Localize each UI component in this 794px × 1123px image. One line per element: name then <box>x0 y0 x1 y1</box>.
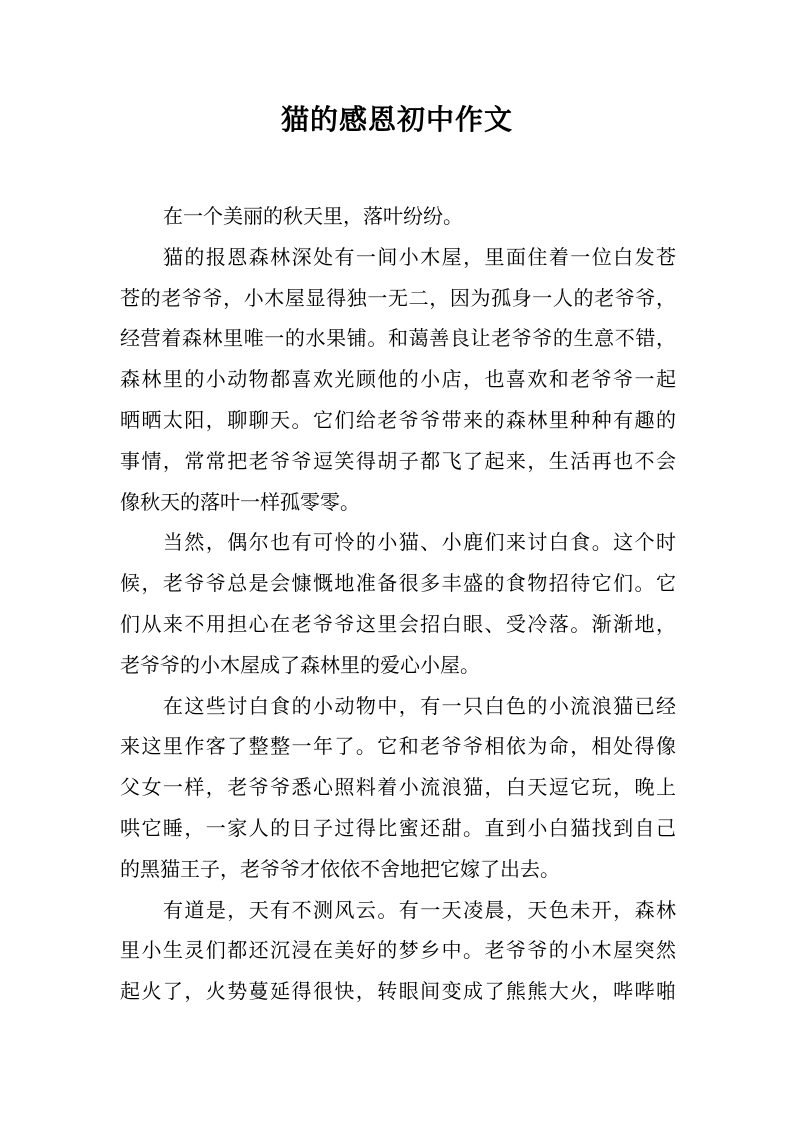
paragraph-4-line-2: 来这里作客了整整一年了。它和老爷爷相依为命，相处得像 <box>120 734 676 759</box>
paragraph-1-line-1: 在一个美丽的秋天里，落叶纷纷。 <box>163 204 463 228</box>
paragraph-4-line-5: 的黑猫王子，老爷爷才依依不舍地把它嫁了出去。 <box>120 856 560 881</box>
paragraph-5-line-1: 有道是，天有不测风云。有一天凌晨，天色未开，森林 <box>163 897 676 922</box>
paragraph-3-line-3: 们从来不用担心在老爷爷这里会招白眼、受冷落。渐渐地， <box>120 611 676 636</box>
paragraph-2-line-2: 苍的老爷爷，小木屋显得独一无二，因为孤身一人的老爷爷， <box>120 285 676 310</box>
paragraph-2-line-6: 事情，常常把老爷爷逗笑得胡子都飞了起来，生活再也不会 <box>120 448 676 473</box>
paragraph-5-line-3: 起火了，火势蔓延得很快，转眼间变成了熊熊大火，哔哔啪 <box>120 979 676 1004</box>
paragraph-2-line-7: 像秋天的落叶一样孤零零。 <box>120 489 360 514</box>
paragraph-4-line-4: 哄它睡，一家人的日子过得比蜜还甜。直到小白猫找到自己 <box>120 815 676 840</box>
paragraph-4-line-3: 父女一样，老爷爷悉心照料着小流浪猫，白天逗它玩，晚上 <box>120 775 676 800</box>
paragraph-2-line-1: 猫的报恩森林深处有一间小木屋，里面住着一位白发苍 <box>163 244 676 269</box>
paragraph-3-line-4: 老爷爷的小木屋成了森林里的爱心小屋。 <box>120 652 480 677</box>
essay-body <box>120 196 676 1012</box>
paragraph-2-line-4: 森林里的小动物都喜欢光顾他的小店，也喜欢和老爷爷一起 <box>120 367 676 392</box>
paragraph-2-line-3: 经营着森林里唯一的水果铺。和蔼善良让老爷爷的生意不错， <box>120 326 676 351</box>
paragraph-2-line-5: 晒晒太阳，聊聊天。它们给老爷爷带来的森林里种种有趣的 <box>120 407 676 432</box>
page-title: 猫的感恩初中作文 <box>280 103 513 136</box>
paragraph-3-line-1: 当然，偶尔也有可怜的小猫、小鹿们来讨白食。这个时 <box>163 530 676 555</box>
paragraph-3-line-2: 候，老爷爷总是会慷慨地准备很多丰盛的食物招待它们。它 <box>120 571 676 596</box>
paragraph-4-line-1: 在这些讨白食的小动物中，有一只白色的小流浪猫已经 <box>163 693 676 718</box>
paragraph-5-line-2: 里小生灵们都还沉浸在美好的梦乡中。老爷爷的小木屋突然 <box>120 938 676 963</box>
